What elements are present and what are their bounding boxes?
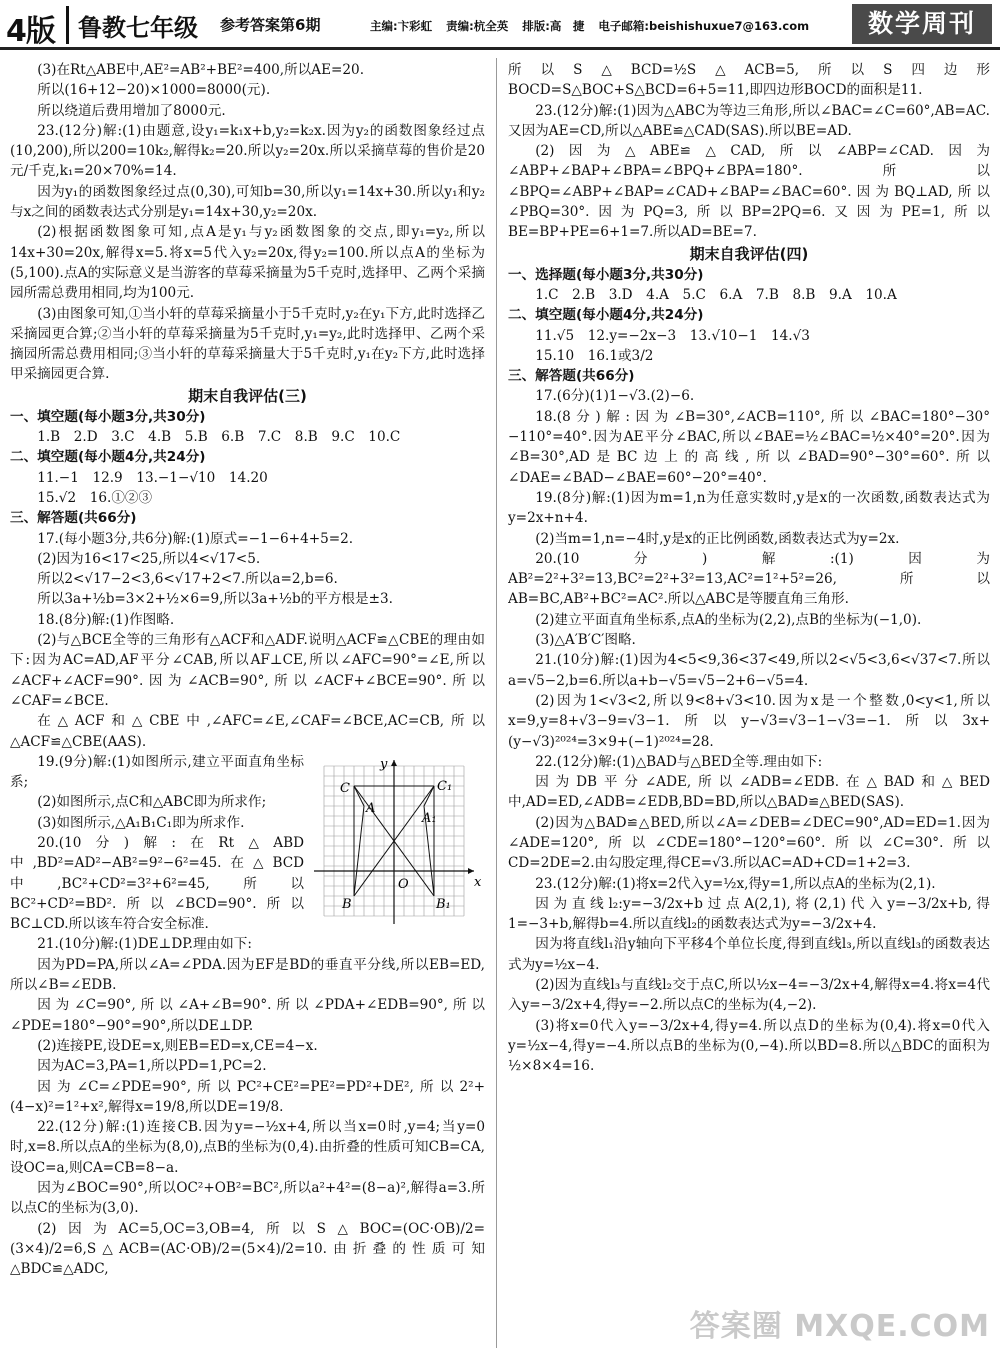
paragraph: 因为∠BOC=90°,所以OC²+OB²=BC²,所以a²+4²=(8−a)²,解得a=3.所以点C的坐标为(3,0). xyxy=(10,1180,485,1217)
paragraph: 在△ACF和△CBE中,∠AFC=∠E,∠CAF=∠BCE,AC=CB,所以△ACF≌△CBE(AAS). xyxy=(10,713,485,750)
paragraph: 23.(12分)解:(1)由题意,设y₁=k₁x+b,y₂=k₂x.因为y₂的函数图象经过点(10,200),所以200=10k₂,解得k₂=20.所以y₂=20x.所以采摘草莓的售价是20元/千克,k₁=20×70%=14. xyxy=(10,122,485,180)
x-axis-arrow-icon xyxy=(468,868,474,874)
paragraph: 因为直线l₂:y=−3/2x+b过点A(2,1),将(2,1)代入y=−3/2x+b,得1=−3+b,解得b=4.所以直线l₂的函数表达式为y=−3/2x+4. xyxy=(508,895,990,933)
paragraph: 所以绕道后费用增加了8000元. xyxy=(37,102,226,119)
paragraph: 17.(6分)(1)1−√3.(2)−6. xyxy=(535,388,695,405)
answer-list: 11.−1 12.9 13.−1−√10 14.20 xyxy=(37,469,268,486)
edition-label: 4版 xyxy=(6,14,55,49)
credits xyxy=(370,18,819,34)
paragraph: 17.(每小题3分,共6分)解:(1)原式=−1−6+4+5=2. xyxy=(37,530,354,547)
answer-list: 1.C 2.B 3.D 4.A 5.C 6.A 7.B 8.B 9.A 10.A xyxy=(535,286,897,303)
origin-label: O xyxy=(398,876,409,892)
answer-list: 1.B 2.D 3.C 4.B 5.B 6.B 7.C 8.B 9.C 10.C xyxy=(37,429,401,446)
answer-list: 15.10 16.1或3/2 xyxy=(535,347,654,364)
paragraph: 18.(8分)解:因为∠B=30°,∠ACB=110°,所以∠BAC=180°−30°−110°=40°.因为AE平分∠BAC,所以∠BAE=½∠BAC=½×40°=20°.因为∠B=30°,AD是BC边上的高线,所以∠BAD=90°−30°=60°.所以∠DAE=∠BAD−∠BAE=60°−20°=40°. xyxy=(508,408,990,486)
subsection-title: 二、填空题(每小题4分,共24分) xyxy=(508,307,704,324)
answer-list: 11.√5 12.y=−2x−3 13.√10−1 14.√3 xyxy=(535,327,810,344)
point-b1-label: B₁ xyxy=(436,896,451,912)
point-b-label: B xyxy=(342,896,352,912)
paragraph: (2)因为△BAD≌△BED,所以∠A=∠DEB=∠DEC=90°,AD=ED=1.因为∠ADE=120°,所以∠CDE=180°−120°=60°.所以∠C=30°.所以CD=2DE=2.由勾股定理,得CE=√3.所以AC=AD+CD=1+2=3. xyxy=(508,814,990,872)
paragraph: (3)△A′B′C′图略. xyxy=(535,632,636,649)
paragraph: 因为将直线l₁沿y轴向下平移4个单位长度,得到直线l₃,所以直线l₃的函数表达式为y=½x−4. xyxy=(508,936,990,973)
brand-logo: 数学周刊 xyxy=(852,4,992,44)
paragraph: 因为∠C=90°,所以∠A+∠B=90°.所以∠PDA+∠EDB=90°,所以∠PDE=180°−90°=90°,所以DE⊥DP. xyxy=(10,997,485,1034)
paragraph: (3)由图象可知,①当小轩的草莓采摘量小于5千克时,y₂在y₁下方,此时选择乙采摘园更合算;②当小轩的草莓采摘量为5千克时,y₁=y₂,此时选择甲、乙两个采摘园所需总费用相同;③当小轩的草莓采摘量大于5千克时,y₁在y₂下方,此时选择甲采摘园更合算. xyxy=(10,305,485,383)
layout-editor: 排版:高 捷 xyxy=(522,19,585,33)
grid-svg xyxy=(310,756,485,926)
paragraph: 20.(10分)解:(1)因为AB²=2²+3²=13,BC²=2²+3²=13,AC²=1²+5²=26,所以AB=BC,AB²+BC²=AC².所以△ABC是等腰直角三角形. xyxy=(508,550,990,608)
y-axis-arrow-icon xyxy=(391,760,397,766)
paragraph: 19.(8分)解:(1)因为m=1,n为任意实数时,y是x的一次函数,函数表达式为y=2x+n+4. xyxy=(508,489,990,527)
paragraph: (2)如图所示,点C和△ABC即为所求作; xyxy=(37,794,267,811)
paragraph: 所以2<√17−2<3,6<√17+2<7.所以a=2,b=6. xyxy=(37,571,338,588)
paragraph: 22.(12分)解:(1)△BAD与△BED全等.理由如下: xyxy=(535,753,823,770)
right-column xyxy=(508,60,990,1350)
answer-list: 15.√2 16.①②③ xyxy=(37,489,153,506)
y-axis-label: y xyxy=(380,756,388,772)
paragraph: 21.(10分)解:(1)因为4<5<9,36<37<49,所以2<√5<3,6<√37<7.所以a=√5−2,b=6.所以a+b−√5=√5−2+6−√5=4. xyxy=(508,652,990,689)
point-a-label: A xyxy=(366,800,376,816)
paragraph: (2)建立平面直角坐标系,点A的坐标为(2,2),点B的坐标为(−1,0). xyxy=(535,611,922,628)
paragraph: 23.(12分)解:(1)因为△ABC为等边三角形,所以∠BAC=∠C=60°,AB=AC.又因为AE=CD,所以△ABE≌△CAD(SAS).所以BE=AD. xyxy=(508,102,990,139)
responsible-editor: 责编:杭全英 xyxy=(446,19,509,33)
paragraph: 因为AC=3,PA=1,所以PD=1,PC=2. xyxy=(37,1058,267,1075)
paragraph: 所以(16+12−20)×1000=8000(元). xyxy=(37,82,271,99)
email[interactable]: 电子邮箱:beishishuxue7@163.com xyxy=(598,19,810,33)
section-title: 期末自我评估(三) xyxy=(188,386,307,405)
paragraph: (2)因为1<√3<2,所以9<8+√3<10.因为x是一个整数,0<y<1,所以x=9,y=8+√3−9=√3−1.所以y−√3=√3−1−√3=−1.所以3x+(y−√3)²⁰²⁴=3×9+(−1)²⁰²⁴=28. xyxy=(508,692,990,750)
grade-label: 鲁教七年级 xyxy=(78,14,198,42)
point-c-label: C xyxy=(340,780,350,796)
paragraph: (2)连接PE,设DE=x,则EB=ED=x,CE=4−x. xyxy=(37,1037,318,1054)
paragraph: (2)当m=1,n=−4时,y是x的正比例函数,函数表达式为y=2x. xyxy=(535,530,900,547)
paragraph: 所以3a+½b=3×2+½×6=9,所以3a+½b的平方根是±3. xyxy=(37,591,393,608)
paragraph: (3)如图所示,△A₁B₁C₁即为所求作. xyxy=(37,814,245,831)
x-axis-label: x xyxy=(474,874,482,890)
paragraph: (2)根据函数图象可知,点A是y₁与y₂函数图象的交点,即y₁=y₂,所以14x+30=20x,解得x=5.将x=5代入y₂=20x,得y₂=100.所以点A的坐标为(5,100).点A的实际意义是当游客的草莓采摘量为5千克时,选择甲、乙两个采摘园所需总费用相同,均为100元. xyxy=(10,224,485,302)
paragraph: (3)在Rt△ABE中,AE²=AB²+BE²=400,所以AE=20. xyxy=(37,62,365,78)
paragraph: 20.(10分)解:在Rt△ABD中,BD²=AD²−AB²=9²−6²=45.在△BCD中,BC²+CD²=3²+6²=45,所以BC²+CD²=BD².所以∠BCD=90°.所以BC⊥CD.所以该车符合安全标准. xyxy=(10,834,304,933)
watermark: 答案圈 MXQE.COM xyxy=(689,1309,990,1344)
triangle-abc xyxy=(354,786,364,896)
paragraph: (2)因为AC=5,OC=3,OB=4,所以S△BOC=(OC·OB)/2=(3×4)/2=6,S△ACB=(AC·OB)/2=(5×4)/2=10.由折叠的性质可知△BDC≌△ADC, xyxy=(10,1220,485,1278)
paragraph: 因为DB平分∠ADE,所以∠ADB=∠EDB.在△BAD和△BED中,AD=ED,∠ADB=∠EDB,BD=BD,所以△BAD≌△BED(SAS). xyxy=(508,774,990,811)
coordinate-grid-figure xyxy=(310,756,485,926)
paragraph: (2)因为直线l₃与直线l₂交于点C,所以½x−4=−3/2x+4,解得x=4.将x=4代入y=−3/2x+4,得y=−2.所以点C的坐标为(4,−2). xyxy=(508,977,990,1014)
paragraph: (3)将x=0代入y=−3/2x+4,得y=4.所以点D的坐标为(0,4).将x=0代入y=½x−4,得y=−4.所以点B的坐标为(0,−4).所以BD=8.所以△BDC的面积为½×8×4=16. xyxy=(508,1017,990,1075)
page-header xyxy=(0,0,1000,50)
paragraph: (2)与△BCE全等的三角形有△ACF和△ADF.说明△ACF≌△CBE的理由如下:因为AC=AD,AF平分∠CAB,所以AF⊥CE,所以∠AFC=90°=∠E,所以∠ACF+∠ACF=90°.因为∠ACB=90°,所以∠ACF+∠BCE=90°.所以∠CAF=∠BCE. xyxy=(10,632,485,709)
paragraph: 因为∠C=∠PDE=90°,所以PC²+CE²=PE²=PD²+DE²,所以2²+(4−x)²=1²+x²,解得x=19/8,所以DE=19/8. xyxy=(10,1078,485,1115)
point-c1-label: C₁ xyxy=(437,778,453,794)
subsection-title: 三、解答题(共66分) xyxy=(10,510,137,527)
triangle-a1b1c1 xyxy=(424,786,434,896)
left-column xyxy=(10,60,485,1350)
subsection-title: 三、解答题(共66分) xyxy=(508,368,635,385)
paragraph: 所以S△BCD=½S△ACB=5,所以S四边形BOCD=S△BOC+S△BCD=6+5=11,即四边形BOCD的面积是11. xyxy=(508,62,990,99)
paragraph: 因为PD=PA,所以∠A=∠PDA.因为EF是BD的垂直平分线,所以EB=ED,所以∠B=∠EDB. xyxy=(10,956,485,994)
subsection-title: 二、填空题(每小题4分,共24分) xyxy=(10,449,206,466)
subsection-title: 一、选择题(每小题3分,共30分) xyxy=(508,266,704,283)
paragraph: 21.(10分)解:(1)DE⊥DP.理由如下: xyxy=(37,936,252,953)
header-divider xyxy=(66,6,69,44)
paragraph: (2)因为△ABE≌△CAD,所以∠ABP=∠CAD.因为∠ABP+∠BAP+∠BPA=∠BPQ+∠BPA=180°.所以∠BPQ=∠ABP+∠BAP=∠CAD+∠BAP=∠BAC=60°.因为BQ⊥AD,所以∠PBQ=30°.因为PQ=3,所以BP=2PQ=6.又因为PE=1,所以BE=BP+PE=6+1=7.所以AD=BE=7. xyxy=(508,143,990,241)
paragraph: 19.(9分)解:(1)如图所示,建立平面直角坐标系; xyxy=(10,753,304,791)
column-divider xyxy=(496,58,497,1348)
paragraph: 22.(12分)解:(1)连接CB.因为y=−½x+4,所以当x=0时,y=4;当y=0时,x=8.所以点A的坐标为(8,0),点B的坐标为(0,4).由折叠的性质可知CB=CA,设OC=a,则CA=CB=8−a. xyxy=(10,1119,485,1176)
editor: 主编:卞彩虹 xyxy=(370,19,433,33)
paragraph: 因为y₁的函数图象经过点(0,30),可知b=30,所以y₁=14x+30.所以y₁和y₂与x之间的函数表达式分别是y₁=14x+30,y₂=20x. xyxy=(10,183,485,221)
paragraph: 23.(12分)解:(1)将x=2代入y=½x,得y=1,所以点A的坐标为(2,1). xyxy=(535,875,936,892)
point-a1-label: A₁ xyxy=(422,810,437,826)
paragraph: 18.(8分)解:(1)作图略. xyxy=(37,611,175,628)
paragraph: (2)因为16<17<25,所以4<√17<5. xyxy=(37,550,261,567)
issue-label: 参考答案第6期 xyxy=(220,16,321,34)
subsection-title: 一、填空题(每小题3分,共30分) xyxy=(10,408,206,425)
section-title: 期末自我评估(四) xyxy=(689,244,809,263)
